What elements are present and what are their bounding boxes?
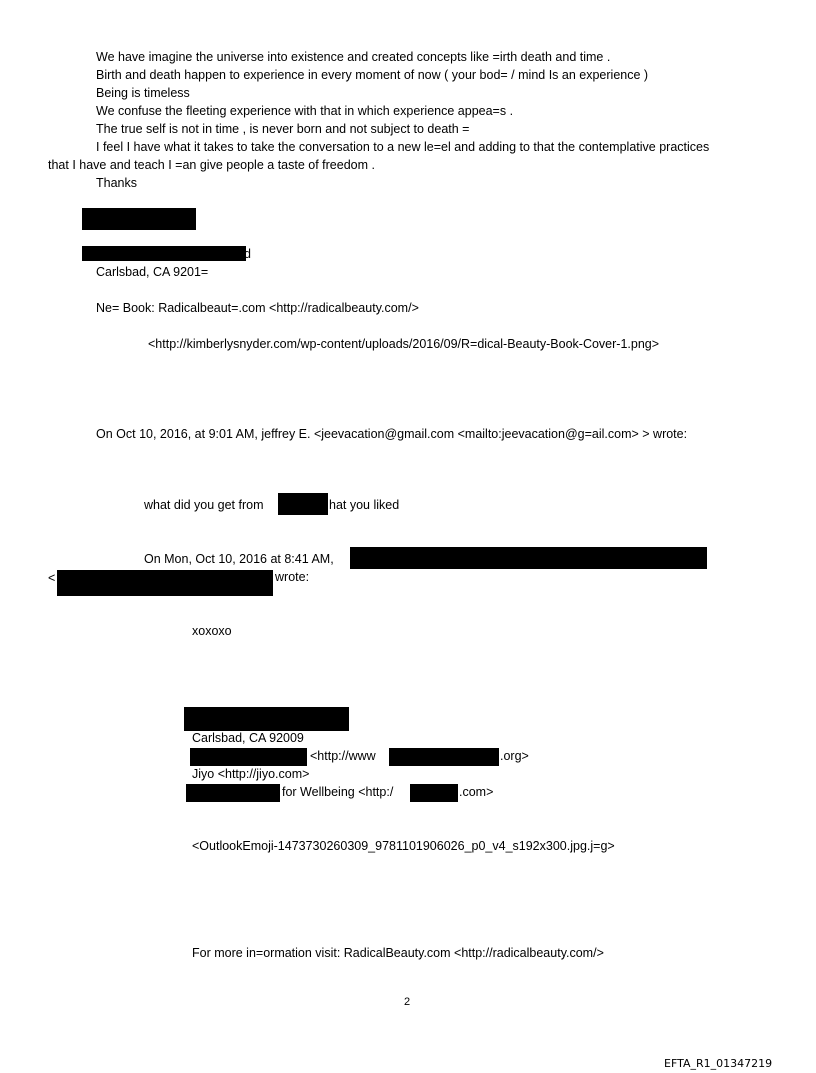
redaction-sig2-link	[389, 748, 499, 766]
sig1-city: Carlsbad, CA 9201=	[96, 265, 209, 279]
quote2-header-lt: <	[48, 571, 56, 585]
residual-char: d	[244, 247, 251, 261]
redaction-sig2-org	[190, 748, 307, 766]
body-line-5: The true self is not in time , is never born and not subject to death =	[96, 122, 470, 136]
body-line-6: I feel I have what it takes to take the conversation to a new le=el and adding to that the contemplative practices	[96, 140, 710, 154]
quote2-header-end: wrote:	[275, 570, 310, 584]
sig2-link1-prefix: <http://www	[310, 749, 376, 763]
quote1-body-after: hat you liked	[329, 498, 400, 512]
sig1-book-line: Ne= Book: Radicalbeaut=.com <http://radicalbeauty.com/>	[96, 301, 419, 315]
redaction-quote1-name	[278, 493, 328, 515]
footer-id: EFTA_R1_01347219	[664, 1057, 773, 1070]
page-number: 2	[404, 996, 411, 1008]
quote1-header: On Oct 10, 2016, at 9:01 AM, jeffrey E. <jeevacation@gmail.com <mailto:jeevacation@g=ail.com> > wrote:	[96, 427, 688, 441]
quote2-body: xoxoxo	[192, 624, 232, 638]
sig2-city: Carlsbad, CA 92009	[192, 731, 304, 745]
redaction-name	[82, 208, 196, 230]
sig1-image-url: <http://kimberlysnyder.com/wp-content/uploads/2016/09/R=dical-Beauty-Book-Cover-1.png>	[148, 337, 660, 351]
thanks-line: Thanks	[96, 176, 137, 190]
quote2-header-start: On Mon, Oct 10, 2016 at 8:41 AM,	[144, 552, 334, 566]
redaction-address	[82, 246, 246, 261]
sig2-wellbeing-suffix: .com>	[459, 785, 494, 799]
sig2-wellbeing-text: for Wellbeing <http:/	[282, 785, 394, 799]
redaction-quote2-email	[57, 570, 273, 596]
redaction-sig2-wellbeing	[186, 784, 280, 802]
sig2-emoji-ref: <OutlookEmoji-1473730260309_9781101906026_p0_v4_s192x300.jpg.j=g>	[192, 839, 615, 853]
body-line-2: Birth and death happen to experience in every moment of now ( your bod= / mind Is an experience )	[96, 68, 649, 82]
body-line-7: that I have and teach I =an give people a taste of freedom .	[48, 158, 375, 172]
sig2-jiyo-line: Jiyo <http://jiyo.com>	[192, 767, 310, 781]
body-line-1: We have imagine the universe into existence and created concepts like =irth death and time .	[96, 50, 611, 64]
sig2-link1-suffix: .org>	[500, 749, 529, 763]
redaction-quote2-sender	[350, 547, 707, 569]
sig2-info-line: For more in=ormation visit: RadicalBeauty.com <http://radicalbeauty.com/>	[192, 946, 604, 960]
body-line-3: Being is timeless	[96, 86, 190, 100]
redaction-sig2-wellbeing-url	[410, 784, 458, 802]
body-line-4: We confuse the fleeting experience with that in which experience appea=s .	[96, 104, 514, 118]
redaction-sig2-name	[184, 707, 349, 731]
quote1-body-before: what did you get from	[144, 498, 264, 512]
